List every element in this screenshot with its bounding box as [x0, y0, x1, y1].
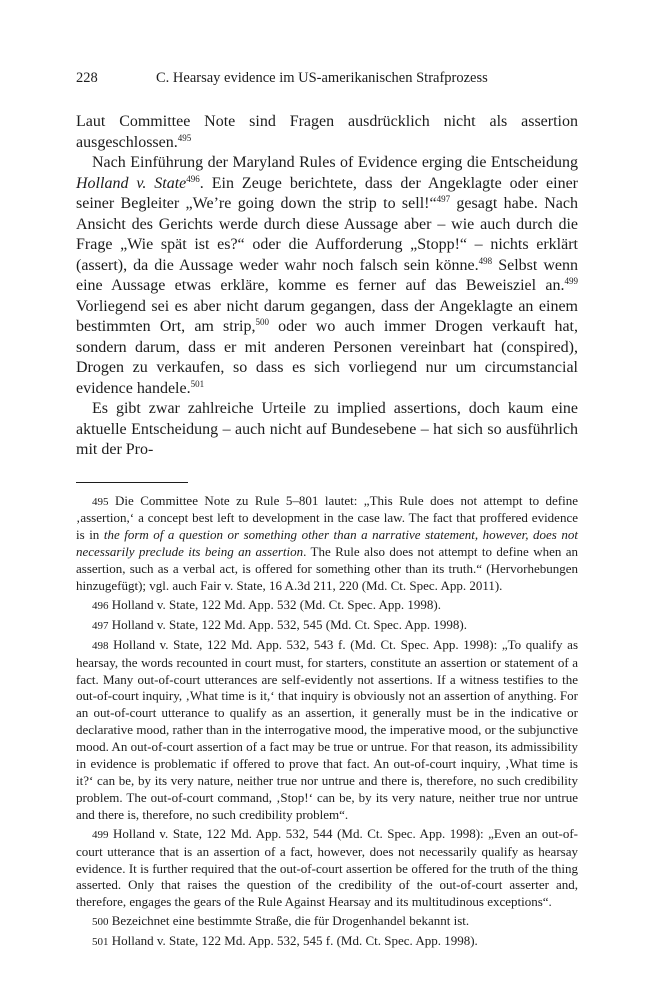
footnote-text: Die Committee Note zu Rule 5–801 lautet: „This Rule does not attempt to define ‚assertion,‘ a concept best left to development in the case law. The fact that proffered evidence is in — [76, 492, 579, 543]
case-name: Holland v. State — [76, 174, 187, 192]
footnotes — [76, 493, 578, 952]
footnote-ref-497[interactable]: 497 — [436, 194, 451, 204]
running-title: C. Hearsay evidence im US-amerikanischen Strafprozess — [156, 70, 488, 86]
footnote-500 — [76, 913, 578, 931]
footnote-number: 501 — [92, 936, 109, 949]
paragraph-text: Selbst wenn eine Aussage etwas erkläre, komme es ferner auf das Beweisziel an. — [76, 256, 579, 294]
footnote-emphasis: the form of a question or something other than a narrative statement, however, does not necessarily preclude its being an assertion — [76, 527, 578, 560]
footnote-ref-496[interactable]: 496 — [186, 173, 200, 184]
footnote-number: 495 — [92, 495, 109, 508]
footnote-497 — [76, 617, 578, 635]
paragraph-3 — [76, 399, 578, 461]
paragraph-2 — [76, 153, 578, 399]
footnote-number: 497 — [92, 619, 109, 632]
paragraph-text: . Ein Zeuge berichtete, dass der Angeklagte oder einer seiner Begleiter „We’re going down the strip to sell!“ — [76, 174, 578, 212]
footnote-number: 498 — [92, 639, 109, 652]
paragraph-text: gesagt habe. Nach Ansicht des Gerichts werde durch diese Aussage aber – wie auch durch die Frage „Wie spät ist es?“ oder die Aufforderung „Stopp!“ – nichts erklärt (assert), da die Aussage weder wahr noch falsch sein könne. — [76, 195, 578, 274]
paragraph-text: Nach Einführung der Maryland Rules of Evidence erging die Entscheidung — [92, 154, 578, 171]
paragraph-text: oder wo auch immer Drogen verkauft hat, sondern darum, dass er mit anderen Personen vereinbart hat (conspired), Drogen zu verkaufen, so dass es sich vorliegend nur um circumstancial evidence handele. — [76, 318, 578, 397]
footnote-text: Holland v. State, 122 Md. App. 532, 543 f. (Md. Ct. Spec. App. 1998): „To qualify as hearsay, the words recounted in court must, for starters, constitute an assertion or statement of a fact. Many out-of-court utterances are self-evidently not assertions. If a witness testifies to the out-of-court inquiry, ‚What time is it,‘ that inquiry is obviously not an assertion of anything. For an out-of-court utterance to qualify as an assertion, it generally must be in the indicative or declarative mood, rather than in the interrogative mood, the imperative mood, or the subjunctive mood. An out-of-court assertion of a fact may be true or untrue. For that reason, its admissibility in evidence is problematic if offered to prove that fact. An out-of-court inquiry, ‚What time is it?‘ can be, by its very nature, neither true nor untrue and there is, therefore, no such credibility problem. The out-of-court command, ‚Stop!‘ can be, by its very nature, neither true nor untrue and there is, therefore, no such credibility problem“. — [76, 636, 579, 822]
running-header — [76, 68, 578, 88]
footnote-text: Holland v. State, 122 Md. App. 532, 545 f. (Md. Ct. Spec. App. 1998). — [111, 933, 478, 949]
footnote-text: . The Rule also does not attempt to define when an assertion, such as a verbal act, is offered for something other than its truth.“ (Hervorhebungen hinzugefügt); vgl. auch Fair v. State, 16 A.3d 211, 220 (Md. Ct. Spec. App. 2011). — [76, 544, 578, 594]
footnote-ref-495[interactable]: 495 — [177, 132, 192, 143]
paragraph-text: Es gibt zwar zahlreiche Urteile zu implied assertions, doch kaum eine aktuelle Entscheidung – auch nicht auf Bundesebene – hat sich so ausführlich mit der Pro- — [76, 400, 578, 458]
footnote-ref-500[interactable]: 500 — [255, 317, 269, 327]
footnote-ref-498[interactable]: 498 — [478, 255, 493, 266]
footnote-number: 499 — [92, 828, 109, 841]
paragraph-text: Laut Committee Note sind Fragen ausdrücklich nicht als assertion ausgeschlossen. — [76, 113, 578, 151]
footnote-text: Holland v. State, 122 Md. App. 532, 545 (Md. Ct. Spec. App. 1998). — [111, 616, 467, 632]
footnote-number: 496 — [92, 599, 109, 612]
footnote-divider — [76, 482, 188, 483]
footnote-text: Bezeichnet eine bestimmte Straße, die für Drogenhandel bekannt ist. — [111, 913, 470, 929]
main-text — [76, 112, 578, 461]
page-number: 228 — [76, 70, 98, 86]
footnote-496 — [76, 597, 578, 615]
footnote-ref-499[interactable]: 499 — [564, 276, 578, 286]
footnote-501 — [76, 933, 578, 951]
footnote-text: Holland v. State, 122 Md. App. 532, 544 (Md. Ct. Spec. App. 1998): „Even an out-of-court utterance that is an assertion of a fact, however, does not necessarily qualify as hearsay evidence. It is further required that the out-of-court assertion be offered for the truth of the thing asserted. Only that raises the question of the credibility of the out-of-court asserter and, therefore, engages the gears of the Rule Against Hearsay and its multitudinous exceptions“. — [76, 825, 579, 910]
footnote-text: Holland v. State, 122 Md. App. 532 (Md. Ct. Spec. App. 1998). — [111, 596, 441, 612]
paragraph-text: Vorliegend sei es aber nicht darum gegangen, dass der Angeklagte an einem bestimmten Ort, am strip, — [76, 297, 578, 335]
footnote-number: 500 — [92, 916, 109, 929]
footnote-ref-501[interactable]: 501 — [190, 378, 205, 389]
footnote-499 — [76, 826, 578, 912]
book-page — [76, 68, 578, 953]
footnote-495 — [76, 493, 578, 595]
paragraph-1 — [76, 112, 578, 153]
footnote-498 — [76, 637, 578, 824]
